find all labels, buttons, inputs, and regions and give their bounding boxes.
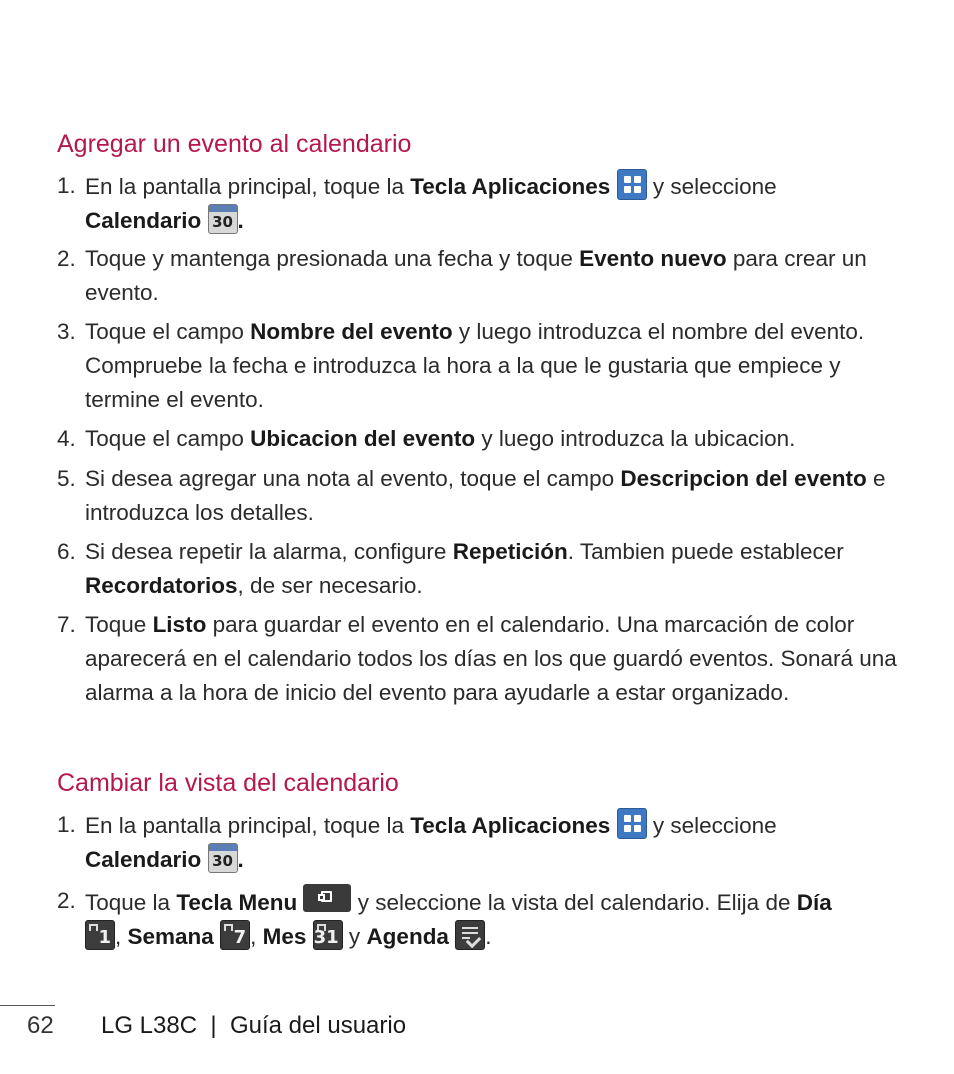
day-view-icon: 1 bbox=[85, 920, 115, 950]
step-4: 4. Toque el campo Ubicacion del evento y luego introduzca la ubicacion. bbox=[57, 426, 796, 451]
page-number: 62 bbox=[27, 1012, 54, 1039]
step-5: 5. Si desea agregar una nota al evento, toque el campo Descripcion del evento e introduzca los detalles. bbox=[57, 466, 886, 525]
step-3: 3. Toque el campo Nombre del evento y luego introduzca el nombre del evento. Compruebe la fecha e introduzca la hora a la que le gustaria que empiece y termine el evento. bbox=[57, 319, 865, 412]
apps-grid-icon bbox=[617, 169, 647, 200]
view-step-2: 2. Toque la Tecla Menu y seleccione la vista del calendario. Elija de Día 1 , Semana 7 , Mes 31 y Agenda . bbox=[57, 884, 907, 954]
view-step-1: 1. En la pantalla principal, toque la Tecla Aplicaciones y seleccione Calendario 30 . bbox=[57, 808, 907, 877]
step-7: 7. Toque Listo para guardar el evento en el calendario. Una marcación de color aparecerá en el calendario todos los días en los que guardó eventos. Sonará una alarma a la hora de inicio del evento para ayudarle a estar organizado. bbox=[57, 612, 897, 705]
month-view-icon: 31 bbox=[313, 920, 343, 950]
section-heading-add-event: Agregar un evento al calendario bbox=[57, 130, 412, 158]
apps-grid-icon bbox=[617, 808, 647, 839]
step-number: 1. bbox=[57, 173, 76, 198]
calendar-icon: 30 bbox=[208, 843, 238, 873]
week-view-icon: 7 bbox=[220, 920, 250, 950]
footer-rule bbox=[0, 1005, 55, 1006]
step-6: 6. Si desea repetir la alarma, configure Repetición. Tambien puede establecer Recordatorios, de ser necesario. bbox=[57, 539, 844, 598]
step-2: 2. Toque y mantenga presionada una fecha y toque Evento nuevo para crear un evento. bbox=[57, 246, 867, 305]
calendar-icon: 30 bbox=[208, 204, 238, 234]
agenda-view-icon bbox=[455, 920, 485, 950]
step-1: 1. En la pantalla principal, toque la Tecla Aplicaciones y seleccione Calendario 30 . bbox=[57, 169, 907, 238]
footer-title: LG L38C | Guía del usuario bbox=[101, 1012, 407, 1039]
menu-key-icon bbox=[303, 884, 351, 912]
section-heading-change-view: Cambiar la vista del calendario bbox=[57, 769, 399, 797]
